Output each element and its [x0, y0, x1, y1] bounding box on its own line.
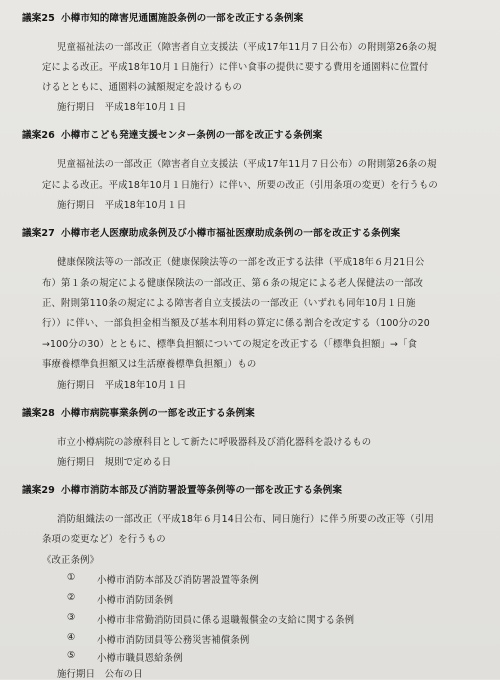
bill-number: 議案28	[22, 408, 55, 419]
list-item-text: 小樽市職員恩給条例	[97, 653, 183, 664]
bill-title	[22, 127, 322, 141]
body-line: 児童福祉法の一部改正（障害者自立支援法（平成17年11月７日公布）の附則第26条の規	[57, 42, 437, 53]
effective-date: 施行期日 規則で定める日	[57, 457, 172, 468]
effective-date: 施行期日 平成18年10月１日	[57, 200, 187, 211]
effective-date: 施行期日 平成18年10月１日	[57, 380, 187, 391]
list-item-text: 小樽市消防本部及び消防署設置等条例	[97, 575, 259, 586]
effective-date: 施行期日 公布の日	[57, 669, 143, 680]
list-item-text: 小樽市非常勤消防団員に係る退職報償金の支給に関する条例	[97, 615, 355, 626]
effective-date: 施行期日 平成18年10月１日	[57, 102, 187, 113]
body-line: →100分の30）とともに、標準負担額についての規定を改正する（「標準負担額」→「食	[42, 339, 418, 350]
list-item-marker: ④	[67, 632, 76, 643]
body-line: 布）第１条の規定による健康保険法の一部改正、第６条の規定による老人保健法の一部改	[42, 278, 424, 289]
bill-title-text: 小樽市病院事業条例の一部を改正する条例案	[60, 408, 255, 419]
bill-number: 議案27	[22, 228, 55, 239]
bill-title	[22, 10, 303, 24]
bill-number: 議案29	[22, 485, 55, 496]
bill-title	[22, 482, 342, 496]
body-line: 児童福祉法の一部改正（障害者自立支援法（平成17年11月７日公布）の附則第26条の規	[57, 159, 437, 170]
body-line: 正、附則第110条の規定による障害者自立支援法の一部改正（いずれも同年10月１日施	[42, 298, 416, 309]
list-item-marker: ③	[67, 612, 76, 623]
body-line: 定による改正。平成18年10月１日施行）に伴い食事の提供に要する費用を通園料に位置付	[42, 62, 429, 73]
bill-title-text: 小樽市消防本部及び消防署設置等条例等の一部を改正する条例案	[60, 485, 343, 496]
bill-title	[22, 225, 400, 239]
bill-number: 議案25	[22, 13, 55, 24]
body-line: 定による改正。平成18年10月１日施行）に伴い、所要の改正（引用条項の変更）を行うもの	[42, 180, 438, 191]
body-line: 市立小樽病院の診療科目として新たに呼吸器科及び消化器科を設けるもの	[57, 437, 372, 448]
list-item-marker: ①	[67, 572, 76, 583]
body-line: 条項の変更など）を行うもの	[42, 534, 166, 545]
bill-title	[22, 405, 255, 419]
bill-number: 議案26	[22, 130, 55, 141]
bill-title-text: 小樽市知的障害児通園施設条例の一部を改正する条例案	[60, 13, 304, 24]
body-line: 事療養標準負担額又は生活療養標準負担額」）もの	[42, 359, 257, 370]
list-item-text: 小樽市消防団員等公務災害補償条例	[97, 635, 250, 646]
list-item-marker: ②	[67, 592, 76, 603]
list-header: 《改正条例》	[42, 555, 100, 566]
list-item-marker: ⑤	[67, 650, 76, 661]
body-line: 行））に伴い、一部負担金相当額及び基本利用料の算定に係る割合を改定する（100分の20	[42, 318, 430, 329]
bill-title-text: 小樽市老人医療助成条例及び小樽市福祉医療助成条例の一部を改正する条例案	[60, 228, 401, 239]
body-line: 健康保険法等の一部改正（健康保険法等の一部を改正する法律（平成18年６月21日公	[57, 257, 425, 268]
body-line: 消防組織法の一部改正（平成18年６月14日公布、同日施行）に伴う所要の改正等（引用	[57, 514, 434, 525]
list-item-text: 小樽市消防団条例	[97, 595, 174, 606]
body-line: けるとともに、通園料の減額規定を設けるもの	[42, 82, 243, 93]
bill-title-text: 小樽市こども発達支援センター条例の一部を改正する条例案	[60, 130, 323, 141]
